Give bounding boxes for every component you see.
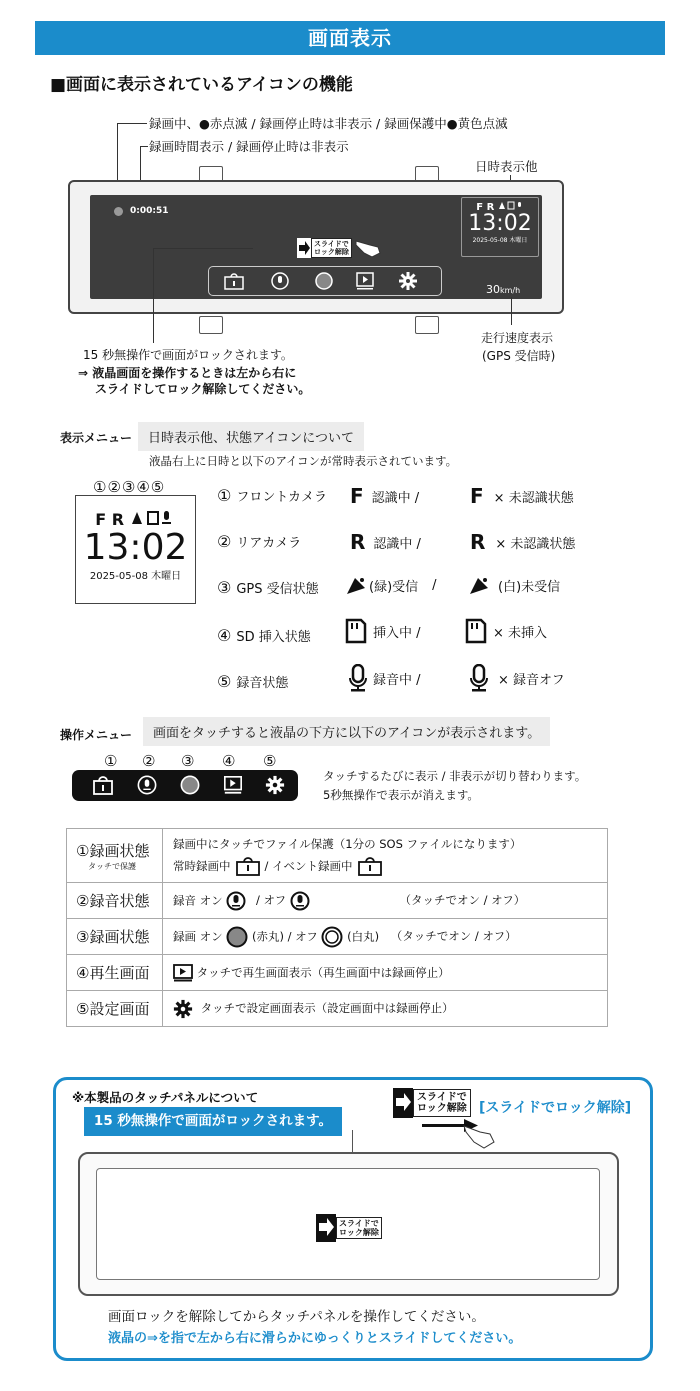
playback-icon[interactable]: [222, 775, 244, 795]
sd-icon: [508, 202, 514, 209]
touch-panel-note: 画面ロックを解除してからタッチパネルを操作してください。: [108, 1309, 485, 1325]
slide-arrow-icon: [393, 1088, 413, 1118]
op-note: 5秒無操作で表示が消えます。: [323, 788, 479, 802]
status-row-audio: ⑤ 録音状態: [217, 672, 289, 691]
gps-off: (白)未受信: [468, 574, 560, 596]
status-letters: F R: [95, 510, 125, 529]
slide-arrow-icon: [297, 238, 311, 258]
operation-menu-tag: 操作メニュー: [60, 728, 133, 742]
record-toggle-icon[interactable]: [315, 272, 333, 290]
lock-note-bold: スライドしてロック解除してください。: [95, 382, 311, 396]
finger-icon: [462, 1122, 496, 1150]
operation-menu-title: 画面をタッチすると液晶の下方に以下のアイコンが表示されます。: [143, 717, 550, 746]
callout-datetime: 日時表示他: [475, 159, 538, 174]
table-row: ②録音状態 録音 オン / オフ （タッチでオン / オフ）: [67, 883, 608, 919]
status-numbers: ①②③④⑤: [93, 478, 166, 496]
op-number: ②: [142, 752, 156, 770]
lock-label: スライドで ロック解除: [311, 238, 352, 258]
callout-rec-indicator: 録画中、●赤点滅 / 録画停止時は非表示 / 録画保護中●黄色点滅: [149, 116, 508, 131]
settings-gear-icon: [173, 999, 193, 1019]
operation-icon-bar: [72, 770, 298, 801]
table-row: ①録画状態 タッチで保護 録画中にタッチでファイル保護（1分の SOS ファイルになります） 常時録画中 / イベント録画中: [67, 829, 608, 883]
display-menu-tag: 表示メニュー: [60, 431, 133, 445]
mic-icon: [468, 664, 490, 692]
record-off-icon: [321, 926, 343, 948]
screen-icon-bar: [208, 266, 442, 296]
sd-card-icon: [345, 618, 367, 644]
callout-speed-sub: (GPS 受信時): [482, 349, 556, 363]
sd-card-icon: [465, 618, 489, 644]
gps-on: (緑)受信 /: [345, 574, 437, 596]
rec-time: 0:00:51: [130, 206, 169, 216]
op-number: ③: [181, 752, 195, 770]
datetime-display: [461, 197, 539, 257]
gps-dish-icon: [468, 574, 492, 596]
lock-file-icon[interactable]: [92, 775, 114, 795]
table-row: ③録画状態 録画 オン (赤丸) / オフ (白丸) （タッチでオン / オフ）: [67, 919, 608, 955]
mic-toggle-icon[interactable]: [271, 272, 289, 290]
lock-file-icon: [357, 856, 383, 876]
speed-display: 30km/h: [486, 283, 521, 296]
sd-on: 挿入中 /: [345, 618, 421, 644]
mic-toggle-icon[interactable]: [136, 775, 158, 795]
finger-icon: [354, 237, 382, 259]
page-banner: 画面表示: [35, 21, 665, 55]
mic-icon: [518, 202, 521, 207]
callout-speed: 走行速度表示: [481, 331, 554, 345]
status-example-box: [75, 495, 196, 604]
slide-unlock-label: [スライドでロック解除]: [479, 1100, 632, 1116]
settings-gear-icon[interactable]: [399, 272, 417, 290]
callout-rec-time: 録画時間表示 / 録画停止時は非表示: [149, 139, 349, 154]
rear-off: R × 未認識状態: [470, 530, 576, 554]
date: 2025-05-08 木曜日: [89, 571, 182, 582]
display-menu-title: 日時表示他、状態アイコンについて: [138, 422, 364, 451]
audio-off: × 録音オフ: [468, 664, 565, 692]
front-on: F 認識中 /: [350, 484, 420, 508]
clock: 13:02: [83, 527, 188, 568]
op-number: ⑤: [263, 752, 277, 770]
touch-panel-title: ※本製品のタッチパネルについて: [72, 1090, 259, 1105]
settings-gear-icon[interactable]: [264, 775, 286, 795]
status-row-front: ① フロントカメラ: [217, 486, 327, 505]
mic-icon: [347, 664, 369, 692]
playback-icon[interactable]: [356, 272, 374, 290]
record-on-icon: [226, 926, 248, 948]
record-toggle-icon[interactable]: [179, 775, 201, 795]
lock-file-icon[interactable]: [224, 272, 244, 290]
status-row-rear: ② リアカメラ: [217, 532, 302, 551]
mount-post: [199, 316, 223, 334]
status-row-gps: ③ GPS 受信状態: [217, 578, 319, 597]
date: 2025-05-08 木曜日: [472, 237, 528, 244]
rec-indicator-icon: [114, 207, 123, 216]
op-number: ④: [222, 752, 236, 770]
audio-on: 録音中 /: [347, 664, 421, 692]
lock-note: 15 秒無操作で画面がロックされます。: [83, 348, 293, 362]
table-row: ⑤設定画面 タッチで設定画面表示（設定画面中は録画停止）: [67, 991, 608, 1027]
status-row-sd: ④ SD 挿入状態: [217, 626, 311, 645]
lock-note-bold: ⇒ 液晶画面を操作するときは左から右に: [78, 366, 297, 380]
sd-off: × 未挿入: [465, 618, 547, 644]
gps-dish-icon: [345, 574, 369, 596]
touch-panel-instruction: 液晶の⇒を指で左から右に滑らかにゆっくりとスライドしてください。: [108, 1331, 522, 1346]
display-menu-desc: 液晶右上に日時と以下のアイコンが常時表示されています。: [149, 454, 458, 468]
touch-panel-banner: 15 秒無操作で画面がロックされます。: [84, 1107, 342, 1136]
op-note: タッチするたびに表示 / 非表示が切り替わります。: [323, 769, 587, 783]
status-icons: [130, 510, 176, 525]
slide-arrow-icon: [316, 1214, 336, 1242]
mic-toggle-icon: [290, 891, 310, 911]
status-letters: F R: [476, 202, 495, 213]
mic-toggle-icon: [226, 891, 246, 911]
clock: 13:02: [468, 211, 532, 236]
function-table: [66, 828, 608, 1027]
op-number: ①: [104, 752, 118, 770]
lock-label: スライドで ロック解除: [336, 1217, 382, 1239]
gps-icon: [499, 202, 505, 209]
table-row: ④再生画面 タッチで再生画面表示（再生画面中は録画停止）: [67, 955, 608, 991]
mount-post: [415, 316, 439, 334]
rear-on: R 認識中 /: [350, 530, 421, 554]
front-off: F × 未認識状態: [470, 484, 574, 508]
lock-label: スライドで ロック解除: [413, 1089, 471, 1117]
section-title: ■画面に表示されているアイコンの機能: [50, 75, 353, 95]
lock-slider[interactable]: [393, 1088, 471, 1118]
lock-slider[interactable]: [316, 1214, 382, 1242]
playback-icon: [173, 964, 193, 982]
lock-file-icon: [235, 856, 261, 876]
lock-slider[interactable]: [297, 237, 382, 259]
